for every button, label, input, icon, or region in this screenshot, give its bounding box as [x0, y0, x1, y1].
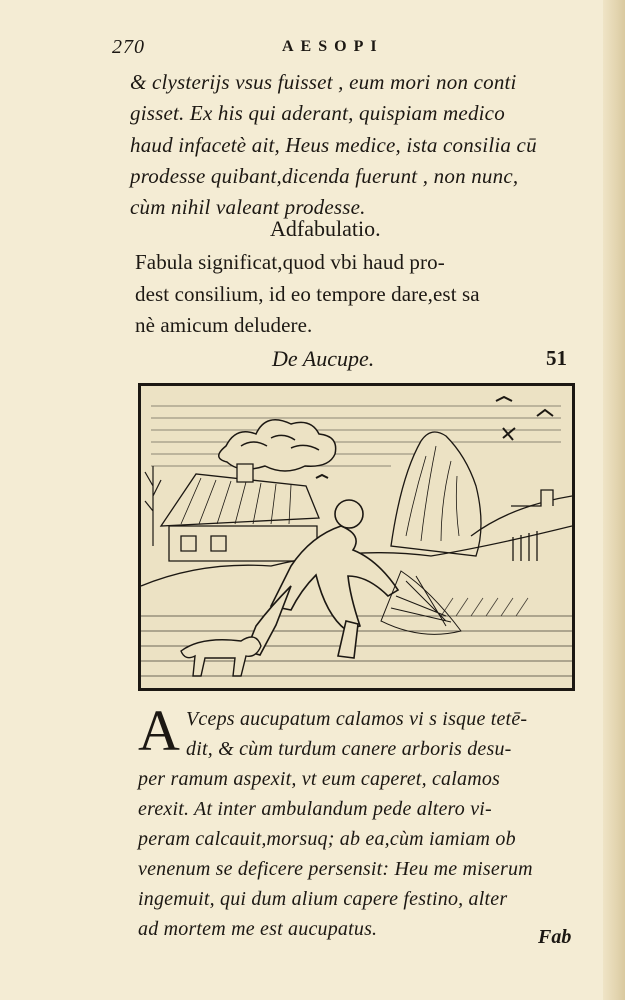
text-line: gisset. Ex his qui aderant, quispiam medico: [130, 101, 505, 125]
catchword: Fab: [538, 926, 572, 948]
text-line: venenum se deficere persensit: Heu me miserum: [138, 858, 533, 880]
drop-cap: A: [138, 698, 180, 763]
fable-title: De Aucupe.: [272, 346, 375, 371]
running-title: AESOPI: [282, 38, 384, 55]
moral-line: dest consilium, id eo tempore dare,est sa: [135, 282, 480, 306]
page-edge: [603, 0, 625, 1000]
text-line: ad mortem me est aucupatus.: [138, 918, 378, 940]
text-line: peram calcauit,morsuq; ab ea,cùm iamiam ob: [138, 828, 516, 850]
haystack-shape: [391, 432, 481, 556]
page-number: 270: [112, 36, 145, 58]
text-line: prodesse quibant,dicenda fuerunt , non nunc,: [130, 164, 519, 188]
moral-line: Fabula significat,quod vbi haud pro-: [135, 250, 445, 274]
net-shape: [381, 571, 461, 634]
text-line: haud infacetè ait, Heus medice, ista consilia cū: [130, 133, 537, 157]
cloud-shape: [219, 420, 336, 471]
text-line: dit, & cùm turdum canere arboris desu-: [186, 738, 512, 760]
text-line: erexit. At inter ambulandum pede altero vi-: [138, 798, 492, 820]
fowler-woodcut: [138, 383, 575, 691]
moral-heading: Adfabulatio.: [270, 216, 381, 241]
text-line: & clysterijs vsus fuisset , eum mori non conti: [130, 70, 517, 94]
house-shape: [161, 464, 319, 561]
tree-shape: [145, 466, 161, 546]
text-line: per ramum aspexit, vt eum caperet, calamos: [138, 768, 501, 790]
woodcut-drawing: [141, 386, 572, 688]
dog-shape: [181, 637, 261, 676]
moral-line: nè amicum deludere.: [135, 313, 313, 337]
fowler-figure: [246, 500, 398, 658]
fable-number: 51: [546, 346, 567, 370]
text-line: Vceps aucupatum calamos vi s isque tetē-: [186, 708, 528, 730]
text-line: ingemuit, qui dum alium capere festino, alter: [138, 888, 508, 910]
text-line: cùm nihil valeant prodesse.: [130, 195, 366, 219]
sky-hatching: [151, 406, 561, 466]
